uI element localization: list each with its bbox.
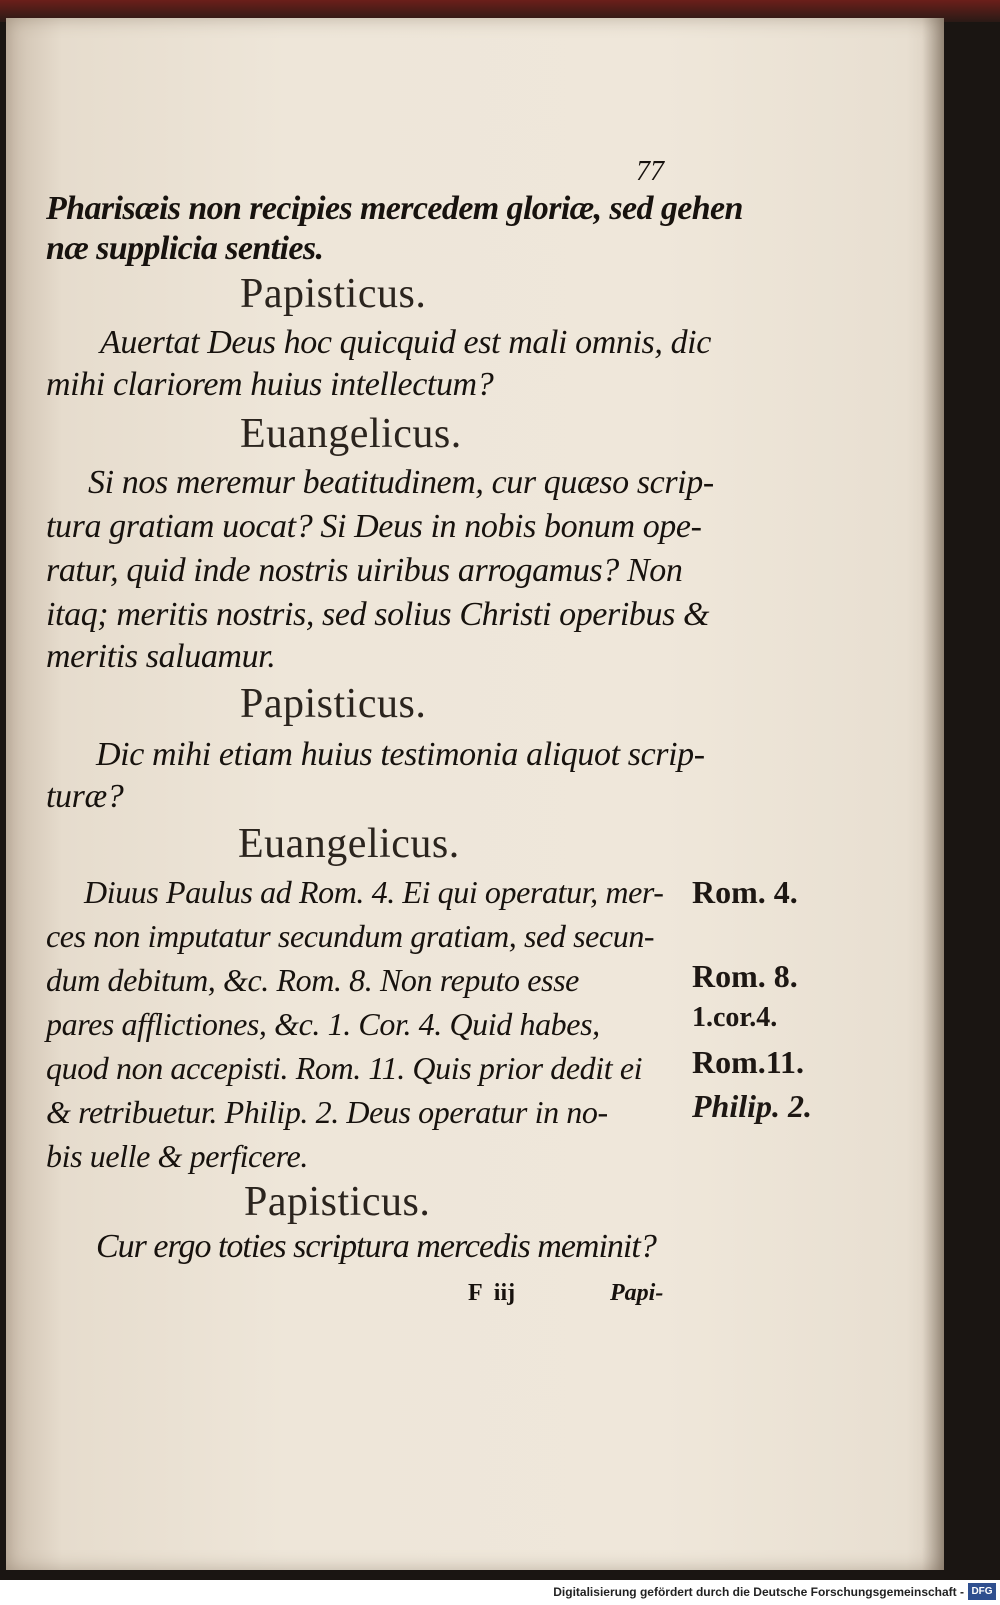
text-line: meritis saluamur.	[46, 638, 276, 675]
text-line: ces non imputatur secundum gratiam, sed secun-	[46, 918, 655, 954]
text-line: dum debitum, &c. Rom. 8. Non reputo esse	[46, 962, 579, 998]
text-line: & retribuetur. Philip. 2. Deus operatur in no-	[46, 1094, 608, 1130]
catchword: Papi-	[610, 1280, 664, 1306]
text-line: tura gratiam uocat? Si Deus in nobis bonum ope-	[46, 508, 702, 545]
text-line: Cur ergo toties scriptura mercedis meminit?	[96, 1228, 656, 1265]
speaker-heading: Euangelicus.	[240, 411, 462, 457]
text-line: ratur, quid inde nostris uiribus arrogamus? Non	[46, 552, 683, 589]
dfg-logo-icon: DFG	[968, 1583, 996, 1600]
margin-note: Philip. 2.	[692, 1088, 813, 1124]
speaker-heading: Papisticus.	[240, 681, 427, 727]
margin-note: Rom.11.	[692, 1044, 804, 1080]
text-line: turæ?	[46, 778, 124, 815]
margin-note: Rom. 4.	[692, 874, 798, 910]
text-line: næ supplicia senties.	[46, 230, 324, 267]
speaker-heading: Papisticus.	[244, 1179, 431, 1225]
text-line: Si nos meremur beatitudinem, cur quæso scrip-	[88, 464, 714, 501]
text-line: Diuus Paulus ad Rom. 4. Ei qui operatur, mer-	[84, 874, 664, 910]
text-line: pares afflictiones, &c. 1. Cor. 4. Quid habes,	[46, 1006, 600, 1042]
speaker-heading: Papisticus.	[240, 271, 427, 317]
book-page	[6, 18, 944, 1570]
text-line: Auertat Deus hoc quicquid est mali omnis, dic	[100, 324, 711, 361]
text-line: itaq; meritis nostris, sed solius Christi operibus &	[46, 596, 710, 633]
text-line: bis uelle & perficere.	[46, 1138, 308, 1174]
folio-number: 77	[636, 156, 664, 187]
signature-mark: F iij	[468, 1280, 516, 1306]
speaker-heading: Euangelicus.	[238, 821, 460, 867]
text-line: mihi clariorem huius intellectum?	[46, 366, 494, 403]
margin-note: 1.cor.4.	[692, 1002, 778, 1033]
digitization-footer	[0, 1580, 1000, 1605]
text-line: Dic mihi etiam huius testimonia aliquot scrip-	[96, 736, 705, 773]
funding-credit: Digitalisierung gefördert durch die Deutsche Forschungsgemeinschaft -	[553, 1585, 964, 1599]
text-line: Pharisæis non recipies mercedem gloriæ, sed gehen	[46, 190, 743, 227]
text-line: quod non accepisti. Rom. 11. Quis prior dedit ei	[46, 1050, 643, 1086]
margin-note: Rom. 8.	[692, 958, 798, 994]
